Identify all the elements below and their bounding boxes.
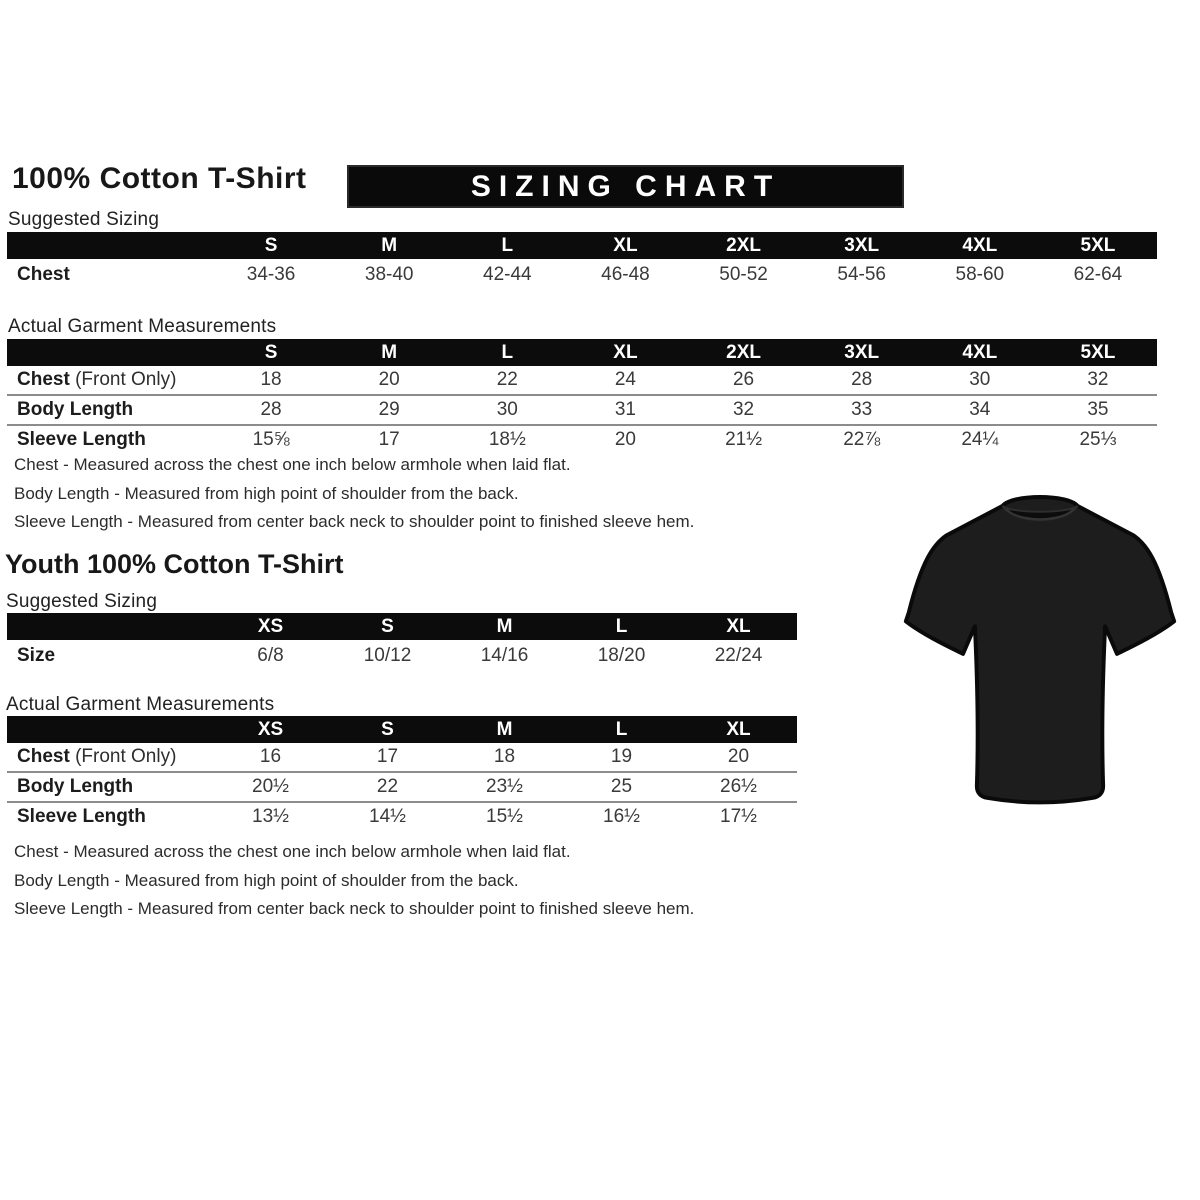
- youth-actual-measurements-label: Actual Garment Measurements: [6, 694, 275, 715]
- note-body-length: Body Length - Measured from high point of shoulder from the back.: [14, 870, 519, 890]
- table-header-row: [7, 613, 797, 640]
- column-header: 2XL: [726, 234, 761, 256]
- size-value-cell: 15⅝: [252, 429, 290, 450]
- column-header: XS: [257, 718, 284, 740]
- note-chest: Chest - Measured across the chest one inch below armhole when laid flat.: [14, 842, 571, 861]
- row-label: Chest (Front Only): [17, 746, 177, 767]
- size-value-cell: 21½: [725, 429, 763, 450]
- column-header: 3XL: [844, 234, 880, 256]
- table-row: [7, 259, 1157, 290]
- column-header: 2XL: [726, 341, 761, 363]
- size-value-cell: 17: [376, 746, 399, 767]
- size-value-cell: 30: [496, 399, 518, 420]
- adult-actual-measurements-label: Actual Garment Measurements: [8, 316, 277, 337]
- size-value-cell: 22⅞: [843, 429, 881, 450]
- size-value-cell: 30: [969, 369, 991, 390]
- size-value-cell: 34-36: [246, 263, 296, 285]
- row-label: Sleeve Length: [17, 806, 146, 827]
- size-value-cell: 24¼: [961, 429, 999, 450]
- adult-suggested-table: [7, 232, 1157, 290]
- black-tshirt-image: [892, 476, 1188, 816]
- column-header: XS: [257, 615, 284, 637]
- column-header: 5XL: [1080, 341, 1116, 363]
- size-value-cell: 28: [851, 369, 873, 390]
- note-sleeve-length: Sleeve Length - Measured from center back neck to shoulder point to finished sleeve hem.: [14, 512, 695, 531]
- column-header: M: [381, 234, 398, 256]
- size-value-cell: 6/8: [257, 644, 284, 666]
- size-value-cell: 16½: [603, 806, 640, 827]
- size-value-cell: 46-48: [601, 263, 650, 285]
- youth-measurement-notes: [14, 838, 694, 924]
- table-row: [7, 396, 1157, 426]
- size-value-cell: 20½: [252, 776, 289, 797]
- table-row: [7, 640, 797, 671]
- size-value-cell: 26: [732, 369, 755, 390]
- size-value-cell: 18: [260, 369, 282, 390]
- column-header: L: [615, 718, 628, 740]
- size-value-cell: 17½: [720, 806, 757, 827]
- column-header: XL: [613, 234, 638, 256]
- size-value-cell: 58-60: [955, 263, 1005, 285]
- size-value-cell: 33: [851, 399, 873, 420]
- row-label: Chest (Front Only): [17, 369, 177, 390]
- tshirt-icon: [892, 476, 1188, 816]
- column-header: L: [501, 341, 514, 363]
- table-row: [7, 743, 797, 773]
- column-header: 5XL: [1080, 234, 1116, 256]
- size-value-cell: 10/12: [363, 644, 412, 666]
- table-header-row: [7, 339, 1157, 366]
- size-value-cell: 18½: [488, 429, 526, 450]
- size-value-cell: 20: [614, 429, 636, 450]
- size-value-cell: 14½: [369, 806, 406, 827]
- column-header: L: [501, 234, 514, 256]
- size-value-cell: 24: [614, 369, 636, 390]
- size-value-cell: 26½: [720, 776, 757, 797]
- note-body-length: Body Length - Measured from high point of shoulder from the back.: [14, 483, 519, 503]
- table-header-row: [7, 716, 797, 743]
- note-sleeve-length: Sleeve Length - Measured from center back neck to shoulder point to finished sleeve hem.: [14, 899, 695, 918]
- table-row: [7, 366, 1157, 396]
- size-value-cell: 32: [732, 399, 755, 420]
- size-value-cell: 14/16: [480, 644, 529, 666]
- row-label: Body Length: [17, 776, 134, 797]
- size-value-cell: 28: [260, 399, 282, 420]
- column-header: XL: [613, 341, 638, 363]
- size-value-cell: 62-64: [1073, 263, 1123, 285]
- size-value-cell: 29: [378, 399, 400, 420]
- table-row: [7, 426, 1157, 454]
- page-title: 100% Cotton T-Shirt: [12, 162, 307, 195]
- row-label: Chest: [17, 263, 70, 285]
- size-value-cell: 13½: [252, 806, 289, 827]
- column-header: M: [496, 718, 513, 740]
- column-header: 3XL: [844, 341, 880, 363]
- size-value-cell: 22: [376, 776, 399, 797]
- youth-suggested-sizing-label: Suggested Sizing: [6, 591, 158, 612]
- adult-measurement-notes: [14, 451, 694, 537]
- column-header: XL: [726, 615, 751, 637]
- size-value-cell: 17: [378, 429, 400, 450]
- adult-actual-table: [7, 339, 1157, 454]
- size-value-cell: 32: [1087, 369, 1109, 390]
- size-value-cell: 35: [1087, 399, 1109, 420]
- size-value-cell: 50-52: [719, 263, 768, 285]
- column-header: S: [264, 234, 278, 256]
- size-value-cell: 16: [259, 746, 282, 767]
- table-row: [7, 773, 797, 803]
- size-value-cell: 38-40: [364, 263, 414, 285]
- row-label: Body Length: [17, 399, 134, 420]
- size-value-cell: 18: [493, 746, 516, 767]
- column-header: 4XL: [962, 234, 998, 256]
- size-value-cell: 54-56: [837, 263, 886, 285]
- column-header: M: [496, 615, 513, 637]
- size-value-cell: 20: [727, 746, 750, 767]
- column-header: S: [381, 718, 394, 740]
- youth-suggested-table: [7, 613, 797, 671]
- column-header: XL: [726, 718, 751, 740]
- size-value-cell: 42-44: [483, 263, 532, 285]
- size-value-cell: 18/20: [597, 644, 646, 666]
- youth-section-title: Youth 100% Cotton T-Shirt: [5, 549, 344, 579]
- column-header: S: [381, 615, 394, 637]
- size-value-cell: 19: [610, 746, 633, 767]
- size-value-cell: 34: [969, 399, 991, 420]
- column-header: S: [264, 341, 278, 363]
- note-chest: Chest - Measured across the chest one inch below armhole when laid flat.: [14, 455, 571, 474]
- size-value-cell: 22/24: [714, 644, 763, 666]
- size-value-cell: 23½: [486, 776, 523, 797]
- size-value-cell: 22: [496, 369, 518, 390]
- sizing-chart-banner: SIZING CHART: [347, 165, 904, 208]
- row-label: Sleeve Length: [17, 429, 146, 450]
- row-label: Size: [17, 644, 56, 666]
- size-value-cell: 25: [610, 776, 633, 797]
- column-header: 4XL: [962, 341, 998, 363]
- size-value-cell: 25⅓: [1079, 429, 1117, 450]
- column-header: L: [615, 615, 628, 637]
- size-value-cell: 15½: [486, 806, 523, 827]
- table-row: [7, 803, 797, 831]
- size-value-cell: 20: [378, 369, 400, 390]
- size-value-cell: 31: [614, 399, 636, 420]
- youth-actual-table: [7, 716, 797, 831]
- column-header: M: [381, 341, 398, 363]
- table-header-row: [7, 232, 1157, 259]
- adult-suggested-sizing-label: Suggested Sizing: [8, 209, 160, 230]
